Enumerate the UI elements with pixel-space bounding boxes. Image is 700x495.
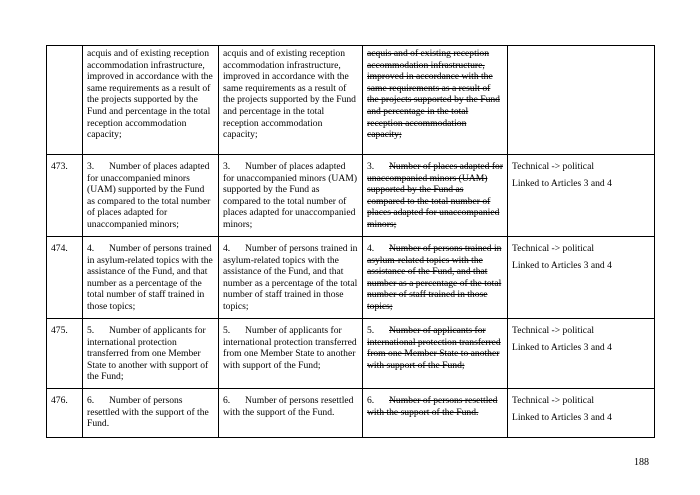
parliament-text-cell	[219, 389, 363, 438]
comparison-table	[46, 45, 655, 438]
commission-text-cell	[83, 319, 219, 389]
comment-line: Linked to Articles 3 and 4	[512, 177, 612, 189]
item-number: 4.	[367, 243, 375, 254]
comment-cell	[508, 155, 655, 237]
indicator-text: Number of persons resettled with the support of the Fund.	[87, 395, 209, 430]
item-number: 5.	[223, 325, 231, 336]
council-text-cell	[363, 237, 508, 319]
item-number: 6.	[223, 395, 231, 406]
council-text-cell: acquis and of existing reception accommodation infrastructure, improved in accordance with the same requirements as a result of the projects supported by the Fund and percentage in the total reception accommodation capacity;	[363, 46, 508, 155]
comment-line: Linked to Articles 3 and 4	[512, 259, 612, 271]
item-number: 3.	[367, 161, 375, 172]
indicator-text: Number of persons trained in asylum-related topics with the assistance of the Fund, and that number as a percentage of the total number of staff trained in those topics;	[87, 243, 213, 312]
row-number: 475.	[47, 319, 83, 389]
row-number	[47, 46, 83, 155]
comment-cell	[508, 46, 655, 155]
comment-cell	[508, 319, 655, 389]
indicator-text: Number of applicants for international protection transferred from one Member State to another with support of the Fund;	[223, 325, 357, 371]
comment-line: Technical -> political	[512, 161, 594, 172]
indicator-text: Number of persons resettled with the support of the Fund.	[223, 395, 354, 418]
indicator-text: Number of applicants for international protection transferred from one Member State to another with support of the Fund;	[87, 325, 209, 383]
item-number: 4.	[87, 243, 95, 254]
comment-line: Technical -> political	[512, 325, 594, 336]
table-row	[47, 389, 655, 438]
page-number: 188	[634, 457, 649, 468]
commission-text-cell	[83, 389, 219, 438]
item-number: 6.	[87, 395, 95, 406]
item-number: 3.	[223, 161, 231, 172]
indicator-text: Number of persons trained in asylum-related topics with the assistance of the Fund, and that number as a percentage of the total number of staff trained in those topics;	[367, 243, 502, 312]
council-text-cell	[363, 319, 508, 389]
comment-line: Technical -> political	[512, 243, 594, 254]
item-number: 3.	[87, 161, 95, 172]
table-row	[47, 319, 655, 389]
indicator-text: Number of places adapted for unaccompanied minors (UAM) supported by the Fund as compared to the total number of places adapted for unaccompanied minors;	[223, 161, 358, 230]
row-number: 476.	[47, 389, 83, 438]
comment-cell	[508, 389, 655, 438]
item-number: 4.	[223, 243, 231, 254]
comment-cell	[508, 237, 655, 319]
council-text-cell	[363, 389, 508, 438]
commission-text-cell	[83, 237, 219, 319]
commission-text-cell: acquis and of existing reception accommodation infrastructure, improved in accordance with the same requirements as a result of the projects supported by the Fund and percentage in the total reception accommodation capacity;	[83, 46, 219, 155]
comment-line: Technical -> political	[512, 395, 594, 406]
indicator-text: Number of applicants for international protection transferred from one Member State to another with support of the Fund;	[367, 325, 501, 371]
row-number: 473.	[47, 155, 83, 237]
item-number: 5.	[367, 325, 375, 336]
parliament-text-cell	[219, 319, 363, 389]
commission-text-cell	[83, 155, 219, 237]
indicator-text: Number of places adapted for unaccompanied minors (UAM) supported by the Fund as compared to the total number of places adapted for unaccompanied minors;	[87, 161, 211, 230]
indicator-text: Number of persons resettled with the support of the Fund.	[367, 395, 498, 418]
item-number: 5.	[87, 325, 95, 336]
comment-line: Linked to Articles 3 and 4	[512, 341, 612, 353]
indicator-text: Number of places adapted for unaccompanied minors (UAM) supported by the Fund as compared to the total number of places adapted for unaccompanied minors;	[367, 161, 504, 230]
table-row	[47, 155, 655, 237]
parliament-text-cell	[219, 237, 363, 319]
table-row	[47, 46, 655, 155]
council-text-cell	[363, 155, 508, 237]
parliament-text-cell	[219, 155, 363, 237]
row-number: 474.	[47, 237, 83, 319]
item-number: 6.	[367, 395, 375, 406]
table-row	[47, 237, 655, 319]
indicator-text: Number of persons trained in asylum-related topics with the assistance of the Fund, and that number as a percentage of the total number of staff trained in those topics;	[223, 243, 358, 312]
comment-line: Linked to Articles 3 and 4	[512, 411, 612, 423]
parliament-text-cell: acquis and of existing reception accommodation infrastructure, improved in accordance with the same requirements as a result of the projects supported by the Fund and percentage in the total reception accommodation capacity;	[219, 46, 363, 155]
